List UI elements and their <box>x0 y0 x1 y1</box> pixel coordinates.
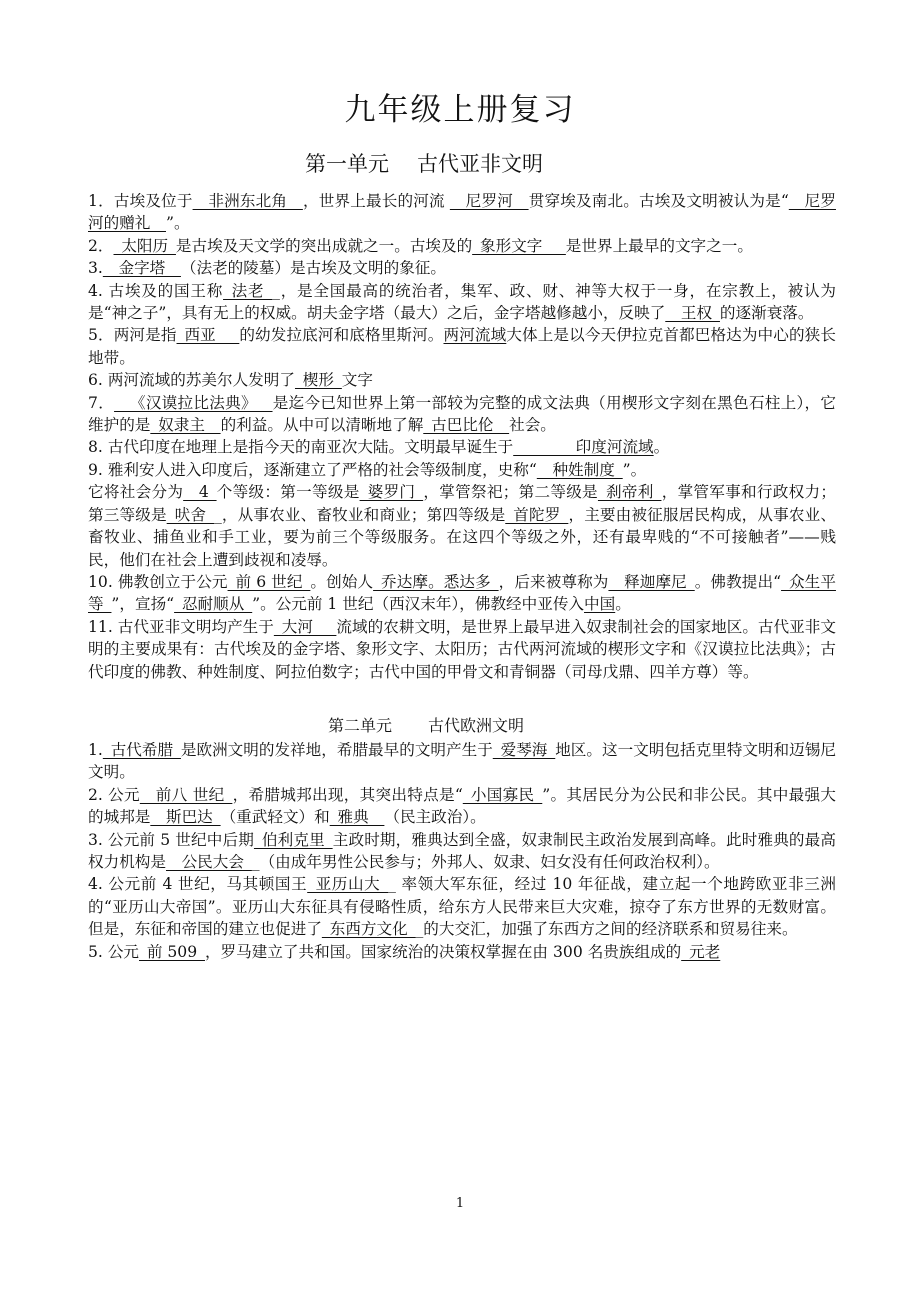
paragraph-text: 它将社会分为 <box>88 483 184 502</box>
fill-in-answer: _奴隶主__ <box>150 416 221 435</box>
paragraph-text: 2. 公元 <box>88 785 140 804</box>
unit2-paragraph <box>88 739 836 784</box>
fill-in-answer: _亚历山大_ <box>307 875 389 894</box>
paragraph-text: 社会。 <box>509 416 556 435</box>
paragraph-text: 的逐渐衰落。 <box>719 304 814 323</box>
unit2-paragraph <box>88 829 836 874</box>
paragraph-text: 是欧洲文明的发祥地，希腊最早的文明产生于 <box>180 740 493 759</box>
unit2-content <box>88 739 836 963</box>
paragraph-text: ”。 <box>622 460 647 479</box>
fill-in-answer: __非洲东北角__ <box>192 192 303 210</box>
fill-in-answer: __金字塔__ <box>102 259 181 278</box>
fill-in-answer: _刹帝利_ <box>597 483 662 502</box>
fill-in-answer: _众生平等_ <box>88 572 836 614</box>
unit1-paragraph <box>88 459 836 481</box>
fill-in-answer: __4_ <box>183 483 217 502</box>
paragraph-text: 2． <box>88 236 114 255</box>
paragraph-text: 3. <box>88 259 103 278</box>
fill-in-answer: ________印度河流域 <box>513 438 654 457</box>
unit2-title <box>88 713 836 739</box>
paragraph-text: 1．古埃及位于 <box>88 192 193 210</box>
paragraph-text: 主政时期，雅典达到全盛，奴隶制民主政治发展到高峰。此时雅典的最高权力机构是 <box>88 830 836 871</box>
fill-in-answer: __释迦摩尼_ <box>608 572 695 591</box>
paragraph-text: 。 <box>615 595 631 614</box>
fill-in-answer: _雅典__ <box>329 808 385 827</box>
paragraph-text: ，掌管军事和行政权力；第三等级是 <box>88 483 836 524</box>
paragraph-text: 贯穿埃及南北。古埃及文明被认为是“ <box>528 192 789 210</box>
unit1-paragraph <box>88 481 836 571</box>
unit1-paragraph <box>88 369 836 391</box>
paragraph-text: 是古埃及天文学的突出成就之一。古埃及的 <box>175 236 473 255</box>
unit1-paragraph <box>88 436 836 458</box>
fill-in-answer: _婆罗门_ <box>359 483 424 502</box>
unit2-title-name: 古代欧洲文明 <box>428 715 525 735</box>
fill-in-answer: _忍耐顺从_ <box>174 595 253 614</box>
fill-in-answer: _东西方文化_ <box>321 920 416 939</box>
unit2-paragraph <box>88 784 836 829</box>
fill-in-answer: __尼罗河__ <box>449 192 529 210</box>
paragraph-text: 。 <box>653 438 670 457</box>
paragraph-text: ”。 <box>165 214 190 233</box>
unit1-title-name: 古代亚非文明 <box>417 152 543 176</box>
unit1-paragraph <box>88 257 836 279</box>
unit1-paragraph <box>88 571 836 616</box>
fill-in-answer: _前 509_ <box>139 942 205 961</box>
paragraph-text: _，从事农业、畜牧业和商业；第四等级是 <box>213 505 506 524</box>
fill-in-answer: _吠舍_ <box>166 505 214 524</box>
paragraph-text: 的幼发拉底河和底格里斯河。 <box>239 326 444 345</box>
paragraph-text: ，后来被尊称为 <box>498 572 609 591</box>
paragraph-text: _ 率领大军东征，经过 10 年征战，建立起一个地跨欧亚非三洲的“亚历山大帝国”。亚历山大东征具有侵略性质，给东方人民带来巨大灾难，掠夺了东方世界的无数财富。但是，东征和帝国的建立也促进了 <box>88 875 837 939</box>
unit1-paragraph <box>88 392 836 437</box>
paragraph-text: （法老的陵墓）是古埃及文明的象征。 <box>180 259 446 278</box>
paragraph-text: 的利益。从中可以清晰地了解 <box>220 416 424 435</box>
fill-in-answer: _西亚___ <box>176 326 240 345</box>
fill-in-answer: _太阳历_ <box>113 236 176 255</box>
unit2-title-number: 第二单元 <box>327 715 392 735</box>
paragraph-text: 3. 公元前 5 世纪中后期 <box>88 830 254 849</box>
unit1-paragraph <box>88 190 836 235</box>
paragraph-text: 1. <box>88 740 103 759</box>
paragraph-text: _，是全国最高的统治者，集军、政、财、神等大权于一身，在宗教上，被认为是“神之子”，具有无上的权威。胡夫金字塔（最大）之后，金字塔越修越小，反映了 <box>88 281 836 323</box>
paragraph-text: _的大交汇，加强了东西方之间的经济联系和贸易往来。 <box>415 920 798 939</box>
paragraph-text: （重武轻文）和 <box>220 808 330 827</box>
fill-in-answer: __尼罗河的赠礼__ <box>88 192 836 233</box>
page-title: 九年级上册复习 <box>344 92 576 128</box>
fill-in-answer: 中国 <box>584 595 616 614</box>
unit1-paragraph <box>88 616 836 683</box>
paragraph-text: 7． <box>88 393 115 412</box>
paragraph-text: ”，宣扬“ <box>111 595 175 614</box>
paragraph-text: 5．两河是指 <box>88 326 177 345</box>
fill-in-answer: 两河流域 <box>443 326 507 345</box>
paragraph-text: 8. 古代印度在地理上是指今天的南亚次大陆。文明最早诞生于 <box>88 438 514 457</box>
fill-in-answer: _爱琴海_ <box>492 740 556 759</box>
unit1-paragraph <box>88 324 836 369</box>
fill-in-answer: __前八 世纪_ <box>139 785 233 804</box>
paragraph-text: 4. 公元前 4 世纪，马其顿国王 <box>88 875 308 894</box>
unit1-paragraph <box>88 280 836 325</box>
unit1-paragraph <box>88 235 836 257</box>
paragraph-text: 10. 佛教创立于公元 <box>88 572 228 591</box>
paragraph-text: 地区。这一文明包括克里特文明和迈锡尼文明。 <box>88 740 836 782</box>
paragraph-text: 5. 公元 <box>88 942 140 961</box>
paragraph-text: （民主政治）。 <box>384 808 486 827</box>
unit2-paragraph <box>88 873 836 940</box>
fill-in-answer: _古巴比伦__ <box>423 416 510 435</box>
paragraph-text: 是迄今已知世界上第一部较为完整的成文法典（用楔形文字刻在黑色石柱上），它维护的是 <box>88 393 836 435</box>
fill-in-answer: _前 6 世纪_ <box>227 572 311 591</box>
paragraph-text: ，掌管祭祀；第二等级是 <box>423 483 598 502</box>
fill-in-answer: _大河___ <box>273 617 337 636</box>
fill-in-answer: __《汉谟拉比法典》__ <box>114 393 273 412</box>
paragraph-text: ，希腊城邦出现，其突出特点是“ <box>232 785 463 804</box>
paragraph-text: 。创始人 <box>310 572 374 591</box>
paragraph-text: 6. 两河流域的苏美尔人发明了 <box>88 371 295 390</box>
fill-in-answer: _小国寡民_ <box>462 785 543 804</box>
unit1-content <box>88 190 836 683</box>
paragraph-text: 。佛教提出“ <box>694 572 782 591</box>
fill-in-answer: _楔形_ <box>294 371 342 390</box>
fill-in-answer: _元老 <box>681 942 721 961</box>
fill-in-answer: __种姓制度_ <box>536 460 623 479</box>
fill-in-answer: __斯巴达_ <box>150 808 221 827</box>
paragraph-text: ”。公元前 1 世纪（西汉末年），佛教经中亚传入 <box>252 595 585 614</box>
paragraph-text: 大体上是以今天伊拉克首都巴格达为中心的狭长地带。 <box>88 326 836 367</box>
paragraph-text: ”。其居民分为公民和非公民。其中最强大的城邦是 <box>88 785 836 827</box>
paragraph-text: 个等级：第一等级是 <box>216 483 360 502</box>
paragraph-text: 文字 <box>341 371 373 390</box>
fill-in-answer: _象形文字___ <box>472 236 566 255</box>
paragraph-text: _（由成年男性公民参与；外邦人、奴隶、妇女没有任何政治权利）。 <box>251 852 720 871</box>
fill-in-answer: _古代希腊_ <box>102 740 181 759</box>
paragraph-text: 4. 古埃及的国王称 <box>88 281 224 300</box>
paragraph-text: 是世界上最早的文字之一。 <box>565 236 753 255</box>
paragraph-text: ，罗马建立了共和国。国家统治的决策权掌握在由 300 名贵族组成的 <box>204 942 682 961</box>
paragraph-text: 流域的农耕文明，是世界上最早进入奴隶制社会的国家地区。古代亚非文明的主要成果有：古代埃及的金字塔、象形文字、太阳历；古代两河流域的楔形文字和《汉谟拉比法典》；古代印度的佛教、种姓制度、阿拉伯数字；古代中国的甲骨文和青铜器（司母戊鼎、四羊方尊）等。 <box>88 617 836 681</box>
paragraph-text: 9. 雅利安人进入印度后，逐渐建立了严格的社会等级制度，史称“ <box>88 460 537 479</box>
unit2-paragraph <box>88 941 836 963</box>
fill-in-answer: __王权_ <box>665 304 720 323</box>
paragraph-text: ，主要由被征服居民构成，从事农业、畜牧业、捕鱼业和手工业，要为前三个等级服务。在这四个等级之外，还有最卑贱的“不可接触者”——贱民，他们在社会上遭到歧视和凌辱。 <box>88 505 836 569</box>
fill-in-answer: _伯利克里_ <box>253 830 333 849</box>
document-body <box>88 190 836 963</box>
fill-in-answer: _首陀罗_ <box>505 505 569 524</box>
unit1-title-number: 第一单元 <box>305 152 389 176</box>
paragraph-text: ，世界上最长的河流 <box>302 192 450 210</box>
fill-in-answer: __公民大会_ <box>165 852 252 871</box>
unit1-title <box>0 148 848 178</box>
fill-in-answer: _乔达摩。悉达多_ <box>373 572 499 591</box>
page-number: 1 <box>455 1196 465 1211</box>
fill-in-answer: _法老_ <box>223 281 273 300</box>
paragraph-text: 11. 古代亚非文明均产生于 <box>88 617 274 636</box>
